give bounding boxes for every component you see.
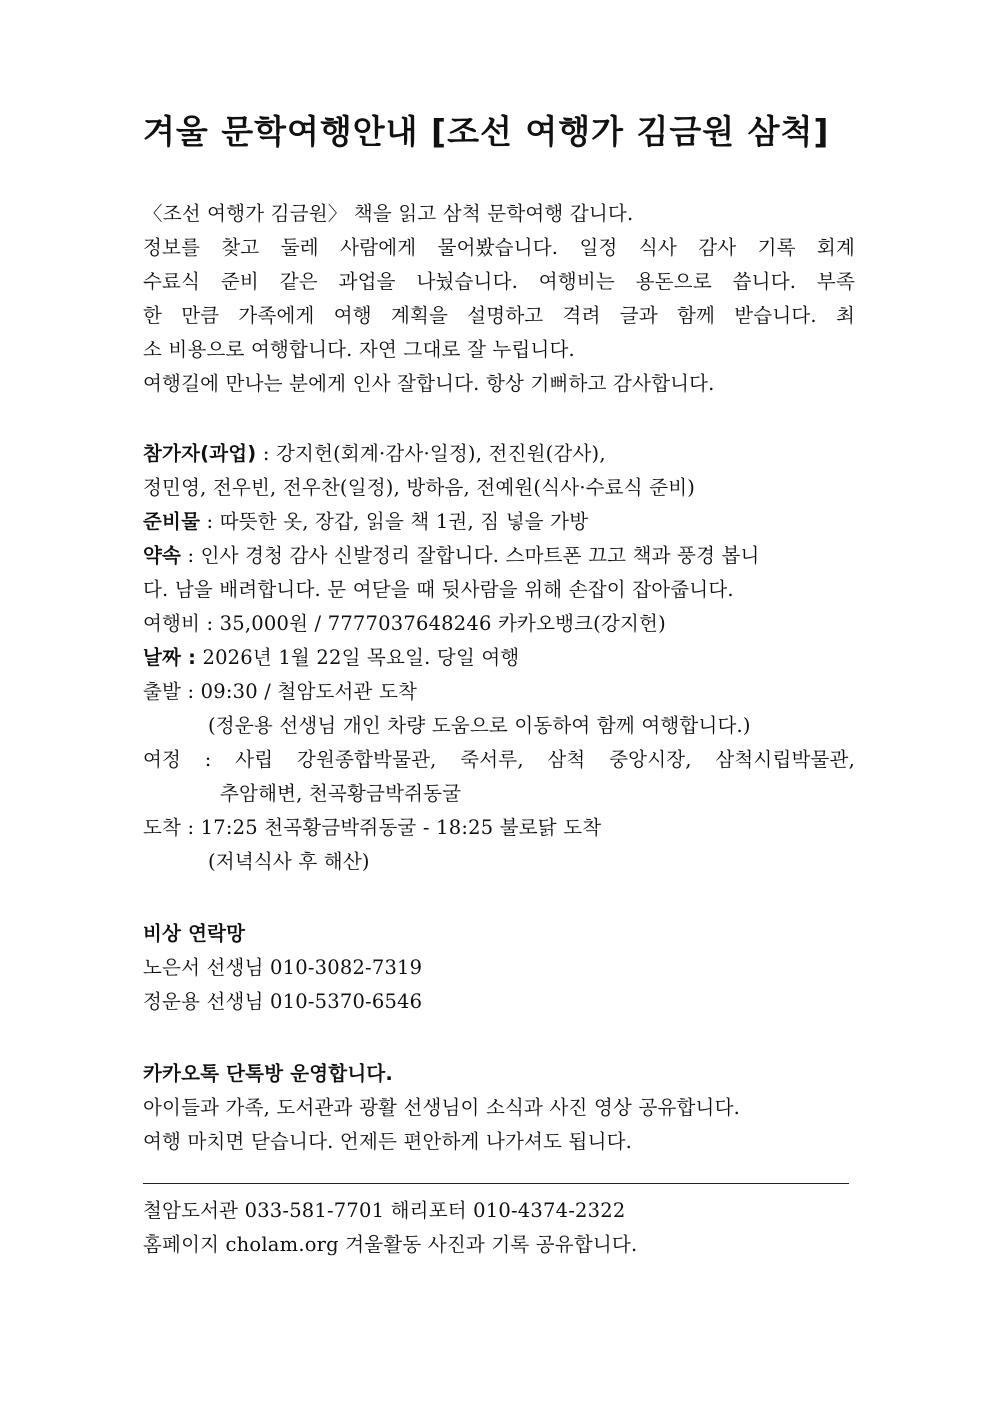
itinerary-continued: 추암해변, 천곡황금박쥐동굴 <box>220 782 462 805</box>
intro-line: 〈조선 여행가 김금원〉 책을 읽고 삼척 문학여행 갑니다. <box>143 202 634 225</box>
kakao-line: 여행 마치면 닫습니다. 언제든 편안하게 나가셔도 됩니다. <box>143 1130 633 1153</box>
emergency-section <box>143 917 855 1019</box>
footer-divider <box>143 1183 849 1184</box>
date-row <box>143 641 855 675</box>
date-text: 2026년 1월 22일 목요일. 당일 여행 <box>196 646 520 669</box>
participants-label: 참가자(과업) <box>143 442 257 465</box>
kakao-heading: 카카오톡 단톡방 운영합니다. <box>143 1062 394 1085</box>
promise-continued: 다. 남을 배려합니다. 문 여닫을 때 뒷사람을 위해 손잡이 잡아줍니다. <box>143 578 734 601</box>
document-title: 겨울 문학여행안내 [조선 여행가 김금원 삼척] <box>143 112 830 151</box>
participants-continued: 정민영, 전우빈, 전우찬(일정), 방하음, 전예원(식사·수료식 준비) <box>143 476 696 499</box>
arrival-row: 도착 : 17:25 천곡황금박쥐동굴 - 18:25 불로닭 도착 <box>143 816 602 839</box>
kakao-line: 아이들과 가족, 도서관과 광활 선생님이 소식과 사진 영상 공유합니다. <box>143 1096 741 1119</box>
promise-text: : 인사 경청 감사 신발정리 잘합니다. 스마트폰 끄고 책과 풍경 봅니 <box>181 544 760 567</box>
kakao-section <box>143 1057 855 1159</box>
departure-row: 출발 : 09:30 / 철암도서관 도착 <box>143 680 418 703</box>
departure-note: (정운용 선생님 개인 차량 도움으로 이동하여 함께 여행합니다.) <box>208 714 751 737</box>
supplies-row <box>143 505 855 539</box>
emergency-contact: 노은서 선생님 010-3082-7319 <box>143 956 423 979</box>
participants-text: : 강지헌(회계·감사·일정), 전진원(감사), <box>256 442 606 465</box>
intro-line: 여행길에 만나는 분에게 인사 잘합니다. 항상 기뻐하고 감사합니다. <box>143 372 715 395</box>
arrival-note: (저녁식사 후 해산) <box>208 850 370 873</box>
details-section <box>143 437 855 879</box>
intro-line: 정보를 찾고 둘레 사람에게 물어봤습니다. 일정 식사 감사 기록 회계 <box>143 236 855 259</box>
intro-paragraph <box>143 197 855 401</box>
intro-line: 한 만큼 가족에게 여행 계획을 설명하고 격려 글과 함께 받습니다. 최 <box>143 304 855 327</box>
participants-row <box>143 437 855 471</box>
supplies-text: : 따뜻한 옷, 장갑, 읽을 책 1권, 짐 넣을 가방 <box>200 510 589 533</box>
footer-contact: 철암도서관 033-581-7701 해리포터 010-4374-2322 <box>143 1199 626 1222</box>
date-label: 날짜 : <box>143 646 197 669</box>
emergency-contact: 정운용 선생님 010-5370-6546 <box>143 990 423 1013</box>
supplies-label: 준비물 <box>143 510 201 533</box>
footer-homepage: 홈페이지 cholam.org 겨울활동 사진과 기록 공유합니다. <box>143 1233 638 1256</box>
fee-row: 여행비 : 35,000원 / 7777037648246 카카오뱅크(강지헌) <box>143 612 666 635</box>
promise-label: 약속 <box>143 544 182 567</box>
itinerary-row: 여정 : 사립 강원종합박물관, 죽서루, 삼척 중앙시장, 삼척시립박물관, <box>143 748 855 771</box>
emergency-heading: 비상 연락망 <box>143 922 246 945</box>
footer <box>143 1194 855 1262</box>
promise-row <box>143 539 855 573</box>
intro-line: 소 비용으로 여행합니다. 자연 그대로 잘 누립니다. <box>143 338 575 361</box>
intro-line: 수료식 준비 같은 과업을 나눴습니다. 여행비는 용돈으로 씁니다. 부족 <box>143 270 855 293</box>
